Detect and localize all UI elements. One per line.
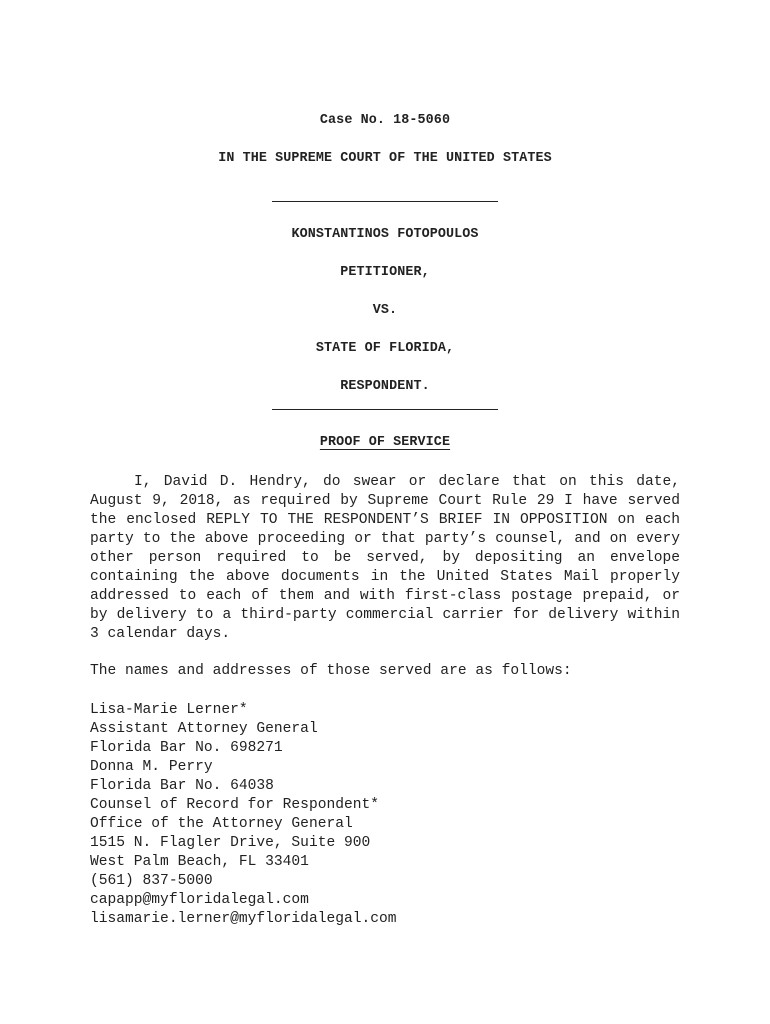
caption-divider-top [272,201,498,202]
caption-divider-bottom [272,409,498,410]
versus-label: VS. [372,303,398,318]
document-title-text: PROOF OF SERVICE [319,435,451,450]
declaration-paragraph [90,473,680,644]
declaration-text: I, David D. Hendry, do swear or declare that on this date, August 9, 2018, as required by Supreme Court Rule 29 I have served the enclosed REPLY TO THE RESPONDENT’S BRIEF IN OPPOSITION on each party to the above proceeding or that party’s counsel, and on every other person required to be served, by depositing an envelope containing the above documents in the United States Mail properly addressed to each of them and with first-class postage prepaid, or by delivery to a third-party commercial carrier for delivery within 3 calendar days. [90,474,680,642]
service-list-line: Counsel of Record for Respondent* [90,797,380,813]
service-list-line: 1515 N. Flagler Drive, Suite 900 [90,835,371,851]
service-list-line: Lisa-Marie Lerner* [90,702,248,718]
service-list-line: lisamarie.lerner@myfloridalegal.com [90,911,397,927]
service-list-line: capapp@myfloridalegal.com [90,892,309,908]
court-name: IN THE SUPREME COURT OF THE UNITED STATES [218,151,552,166]
respondent-role: RESPONDENT. [340,379,430,394]
petitioner-role: PETITIONER, [340,265,430,280]
service-list-line: West Palm Beach, FL 33401 [90,854,309,870]
service-list-line: (561) 837-5000 [90,873,213,889]
service-list-line: Assistant Attorney General [90,721,318,737]
service-list-line: Office of the Attorney General [90,816,353,832]
service-list-line: Florida Bar No. 698271 [90,740,283,756]
service-list-line: Florida Bar No. 64038 [90,778,274,794]
respondent-name: STATE OF FLORIDA, [315,341,455,356]
document-title [0,435,770,450]
served-intro: The names and addresses of those served are as follows: [90,663,572,679]
case-number: Case No. 18-5060 [319,113,451,128]
petitioner-name: KONSTANTINOS FOTOPOULOS [291,227,479,242]
service-list-line: Donna M. Perry [90,759,213,775]
